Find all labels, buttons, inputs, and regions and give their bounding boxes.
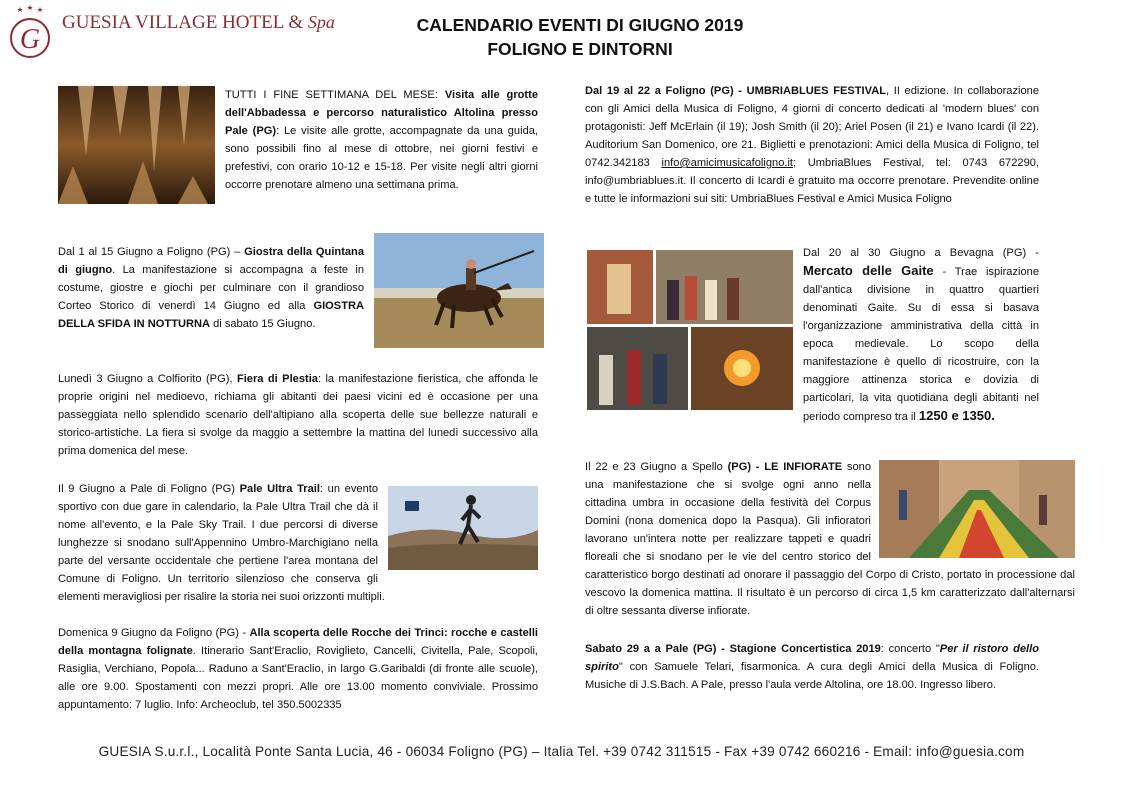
- photo-trail: [388, 486, 538, 570]
- grotte-text: : Le visite alle grotte, accompagnate da una guida, sono possibili fino al mese di ottobre, nei giorni festivi e prefestivi, con orario 10-12 e 15-18. Per visite negli altri giorni occorre prenotare almeno una settimana prima.: [225, 125, 538, 191]
- event-gaite: [585, 244, 1039, 426]
- event-quintana: [58, 243, 544, 350]
- gaite-text: - Trae ispirazione dall'antica divisione in quattro quartieri denominati Gaite. Su di essa si basava l'organizzazione amministrativa della città in epoca medievale. Lo scopo della manifestazione è quello di ricostruire, con la maggiore attinenza storica e dovizia di particolari, la vita quotidiana degli abitanti nel periodo compreso tra il: [803, 266, 1039, 423]
- page-footer: GUESIA S.u.r.l., Località Ponte Santa Lucia, 46 - 06034 Foligno (PG) – Italia Tel. +39 0742 311515 - Fax +39 0742 660216 - Email: info@guesia.com: [98, 744, 1025, 759]
- title-line-2: FOLIGNO E DINTORNI: [487, 39, 673, 59]
- umbriablues-title: Dal 19 al 22 a Foligno (PG) - UMBRIABLUES FESTIVAL: [585, 85, 887, 97]
- rocche-lead: Domenica 9 Giugno da Foligno (PG) -: [58, 627, 250, 639]
- infiorate-title: (PG) - LE INFIORATE: [727, 461, 843, 473]
- page-title: [370, 13, 790, 61]
- gaite-lead: Dal 20 al 30 Giugno a Bevagna (PG) -: [803, 247, 1039, 259]
- event-concerto: [585, 640, 1039, 694]
- gaite-years: 1250 e 1350.: [918, 408, 995, 423]
- trail-title: Pale Ultra Trail: [239, 483, 320, 495]
- quintana-text: . La manifestazione si accompagna a feste in costume, giostre e giochi per culminare con il grandioso Corteo Storico di venerdì 14 Giugno ed alla: [58, 264, 364, 312]
- quintana-end: di sabato 15 Giugno.: [210, 318, 316, 330]
- umbriablues-text: , II edizione. In collaborazione con gli Amici della Musica di Foligno, 4 giorni di concerto dedicati al 'modern blues' con protagonisti: Jeff McErlain (il 19); Josh Smith (il 20); Ariel Posen (il 21) e Ivano Icardi (il 22). Auditorium San Domenico, ore 21. Biglietti e prenotazioni: Amici della Musica di Foligno, tel 0742.342183: [585, 85, 1040, 169]
- photo-grotte: [58, 86, 215, 204]
- infiorate-lead: Il 22 e 23 Giugno a Spello: [585, 461, 728, 473]
- event-infiorate: [585, 458, 1075, 620]
- plestia-text: : la manifestazione fieristica, che affonda le proprie origini nel medioevo, richiama gli abitanti dei paesi vicini ed è occasione per una passeggiata nello splendido scenario dell'altipiano alla scoperta delle sue bellezze naturali e storico-artistiche. La fiera si svolge da maggio a settembre la mattina del lunedì successivo alla prima domenica del mese.: [58, 373, 538, 457]
- trail-text: : un evento sportivo con due gare in calendario, la Pale Ultra Trail che dà il nome all'evento, e la Pale Sky Trail. I due percorsi di diverse lunghezze si snodano sull'Appennino Umbro-Marchigiano nella parte del versante occidentale che pertiene l'area montana del Comune di Foligno. Un territorio silenzioso che conserva gli elementi meravigliosi per risalire la storia nei suoi orizzonti multipli.: [58, 483, 385, 603]
- plestia-title: Fiera di Plestia: [236, 373, 318, 385]
- rocche-title: Alla scoperta delle Rocche dei Trinci: rocche e castelli della montagna folignate: [58, 627, 538, 657]
- brand-name: [62, 12, 335, 34]
- title-line-1: CALENDARIO EVENTI DI GIUGNO 2019: [416, 15, 744, 35]
- quintana-lead: Dal 1 al 15 Giugno a Foligno (PG) –: [58, 246, 245, 258]
- gaite-title: Mercato delle Gaite: [803, 263, 934, 278]
- event-plestia: [58, 370, 538, 460]
- concerto-work-title: Per il ristoro dello spirito: [585, 643, 1039, 673]
- photo-quintana: [374, 233, 544, 348]
- umbriablues-text-2: ; UmbriaBlues Festival, tel: 0743 672290, info@umbriablues.it. Il concerto di Icardi è gratuito ma occorre prenotare. Prevendite online e tutte le informazioni sui siti: UmbriaBlues Festival e Amici Musica Foligno: [585, 157, 1039, 205]
- brand-amp: &: [288, 12, 304, 33]
- concerto-mid: : concerto ": [880, 643, 940, 655]
- rocche-text: . Itinerario Sant'Eraclio, Roviglieto, Cancelli, Civitella, Pale, Scopoli, Rasiglia, Verchiano, Popola... Raduno a Sant'Eraclio, in largo G.Garibaldi (di fronte alle scuole), alle ore 9.00. Spostamenti con mezzi propri. Alle ore 13.00 momento conviviale. Prossimo appuntamento: 7 luglio. Info: Archeoclub, tel 350.5002335: [58, 645, 538, 711]
- grotte-lead: TUTTI I FINE SETTIMANA DEL MESE:: [225, 89, 445, 101]
- svg-text:G: G: [19, 24, 41, 55]
- concerto-title: Sabato 29 a a Pale (PG) - Stagione Concertistica 2019: [585, 643, 881, 655]
- infiorate-text: sono una manifestazione che si svolge ogni anno nella cittadina umbra in occasione della festività del Corpus Domini (nona domenica dopo la Pasqua). Gli infioratori lavorano un'intera notte per realizzare tappeti e quadri floreali che si snodano per le vie del centro storico del caratteristico borgo destinati ad onorare il passaggio del Corpo di Cristo, portato in processione dal vescovo la domenica mattina. Il risultato è un percorso di circa 1,5 km caratterizzato dall'alternarsi di oltre sessanta diverse infiorate.: [585, 461, 1075, 617]
- concerto-text: " con Samuele Telari, fisarmonica. A cura degli Amici della Musica di Foligno. Musiche di J.S.Bach. A Pale, presso l'aula verde Altolina, ore 18.00. Ingresso libero.: [585, 661, 1039, 691]
- quintana-giostra: GIOSTRA DELLA SFIDA IN NOTTURNA: [58, 300, 364, 330]
- plestia-lead: Lunedì 3 Giugno a Colfiorito (PG),: [58, 373, 237, 385]
- quintana-title: Giostra della Quintana di giugno: [58, 246, 365, 276]
- brand-main: GUESIA VILLAGE HOTEL: [62, 12, 284, 33]
- amicimusica-email-link[interactable]: info@amicimusicafoligno.it: [661, 157, 793, 169]
- logo-emblem-icon: [6, 4, 64, 62]
- photo-infiorate: [879, 460, 1075, 558]
- brand-spa: Spa: [307, 12, 335, 32]
- event-umbriablues: [585, 82, 1039, 208]
- event-trail: [58, 480, 538, 606]
- grotte-title: Visita alle grotte dell'Abbadessa e percorso naturalistico Altolina presso Pale (PG): [225, 89, 538, 137]
- trail-lead: Il 9 Giugno a Pale di Foligno (PG): [58, 483, 240, 495]
- event-grotte: [58, 86, 538, 206]
- photo-gaite: [587, 250, 793, 410]
- event-rocche: [58, 624, 538, 714]
